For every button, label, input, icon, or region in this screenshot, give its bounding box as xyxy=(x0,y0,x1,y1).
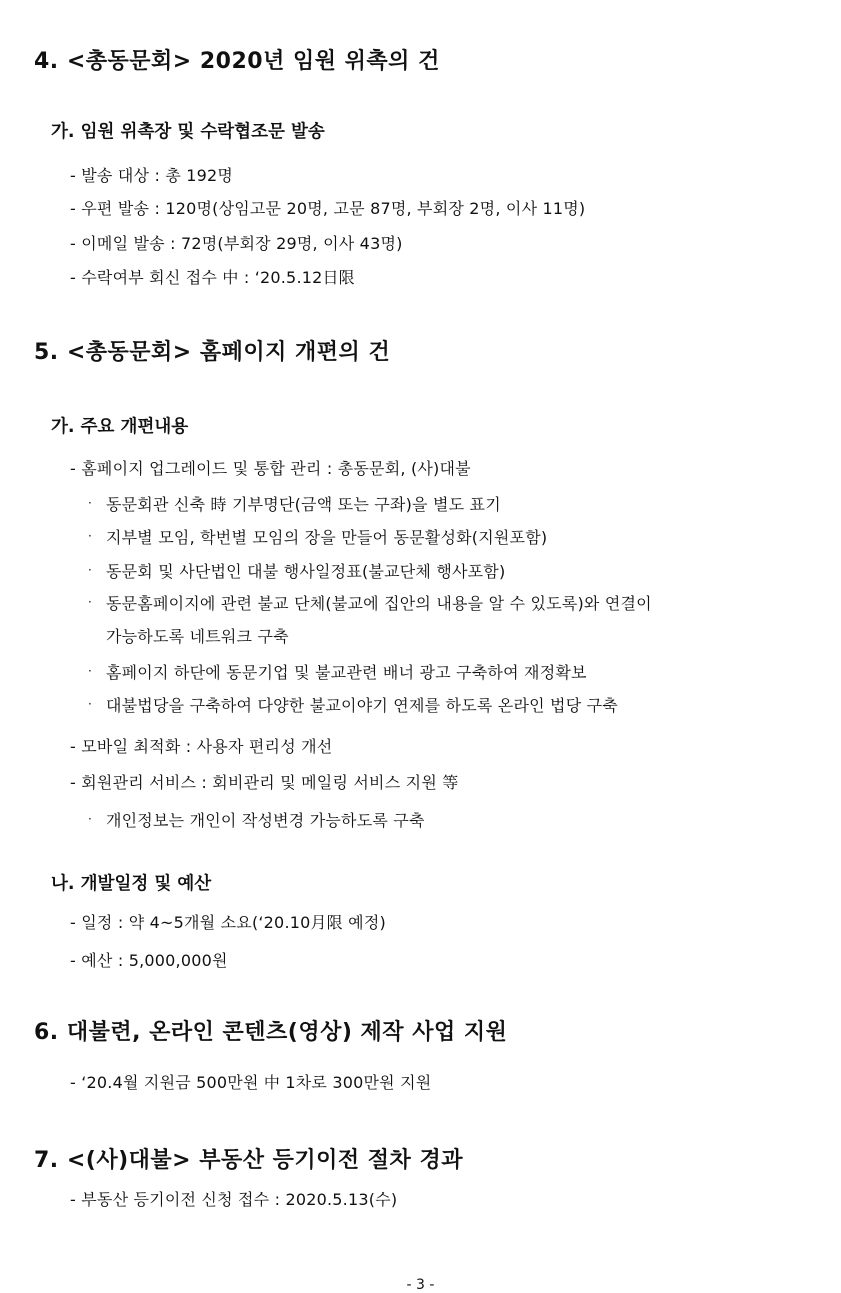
section-5-item: - 회원관리 서비스 : 회비관리 및 메일링 서비스 지원 等 xyxy=(70,773,459,792)
page-number: - 3 - xyxy=(406,1277,435,1293)
section-5-bullet: · 대불법당을 구축하여 다양한 불교이야기 연제를 하도록 온라인 법당 구축 xyxy=(88,696,618,715)
section-5-bullet: · 홈페이지 하단에 동문기업 및 불교관련 배너 광고 구축하여 재정확보 xyxy=(88,663,587,682)
section-5-bullet: · 개인정보는 개인이 작성변경 가능하도록 구축 xyxy=(88,811,425,830)
section-5-sub-ga-title: 가. 주요 개편내용 xyxy=(51,417,189,437)
bullet-dot-icon: · xyxy=(88,664,93,678)
bullet-dot-icon: · xyxy=(88,496,93,510)
section-5-item: - 모바일 최적화 : 사용자 편리성 개선 xyxy=(70,737,333,756)
section-4-item: - 발송 대상 : 총 192명 xyxy=(70,166,234,185)
section-7-item: - 부동산 등기이전 신청 접수 : 2020.5.13(수) xyxy=(70,1190,398,1209)
section-5-bullet: · 동문홈페이지에 관련 불교 단체(불교에 집안의 내용을 알 수 있도록)와 연결이 xyxy=(88,594,652,613)
section-6-item: - ‘20.4월 지원금 500만원 中 1차로 300만원 지원 xyxy=(70,1073,432,1092)
bullet-dot-icon: · xyxy=(88,595,93,609)
section-5-bullet-continuation: 가능하도록 네트워크 구축 xyxy=(106,627,289,646)
section-5-title: 5. <총동문회> 홈페이지 개편의 건 xyxy=(34,340,391,365)
bullet-dot-icon: · xyxy=(88,529,93,543)
section-4-sub-ga-title: 가. 임원 위촉장 및 수락협조문 발송 xyxy=(51,122,325,142)
bullet-dot-icon: · xyxy=(88,697,93,711)
section-7-title: 7. <(사)대불> 부동산 등기이전 절차 경과 xyxy=(34,1148,463,1173)
section-5-bullet: · 동문회 및 사단법인 대불 행사일정표(불교단체 행사포함) xyxy=(88,562,506,581)
section-4-title: 4. <총동문회> 2020년 임원 위촉의 건 xyxy=(34,49,440,74)
section-6-title: 6. 대불련, 온라인 콘텐츠(영상) 제작 사업 지원 xyxy=(34,1020,508,1045)
section-5-na-item: - 예산 : 5,000,000원 xyxy=(70,951,228,970)
section-5-sub-na-title: 나. 개발일정 및 예산 xyxy=(51,874,212,894)
section-5-na-item: - 일정 : 약 4~5개월 소요(‘20.10月限 예정) xyxy=(70,913,386,932)
section-5-item: - 홈페이지 업그레이드 및 통합 관리 : 총동문회, (사)대불 xyxy=(70,459,471,478)
section-4-item: - 이메일 발송 : 72명(부회장 29명, 이사 43명) xyxy=(70,234,403,253)
section-4-item: - 우편 발송 : 120명(상임고문 20명, 고문 87명, 부회장 2명, 이사 11명) xyxy=(70,199,586,218)
bullet-dot-icon: · xyxy=(88,563,93,577)
section-5-bullet: · 동문회관 신축 時 기부명단(금액 또는 구좌)을 별도 표기 xyxy=(88,495,501,514)
section-4-item: - 수락여부 회신 접수 中 : ‘20.5.12日限 xyxy=(70,268,355,287)
section-5-bullet: · 지부별 모임, 학번별 모임의 장을 만들어 동문활성화(지원포함) xyxy=(88,528,548,547)
bullet-dot-icon: · xyxy=(88,812,93,826)
